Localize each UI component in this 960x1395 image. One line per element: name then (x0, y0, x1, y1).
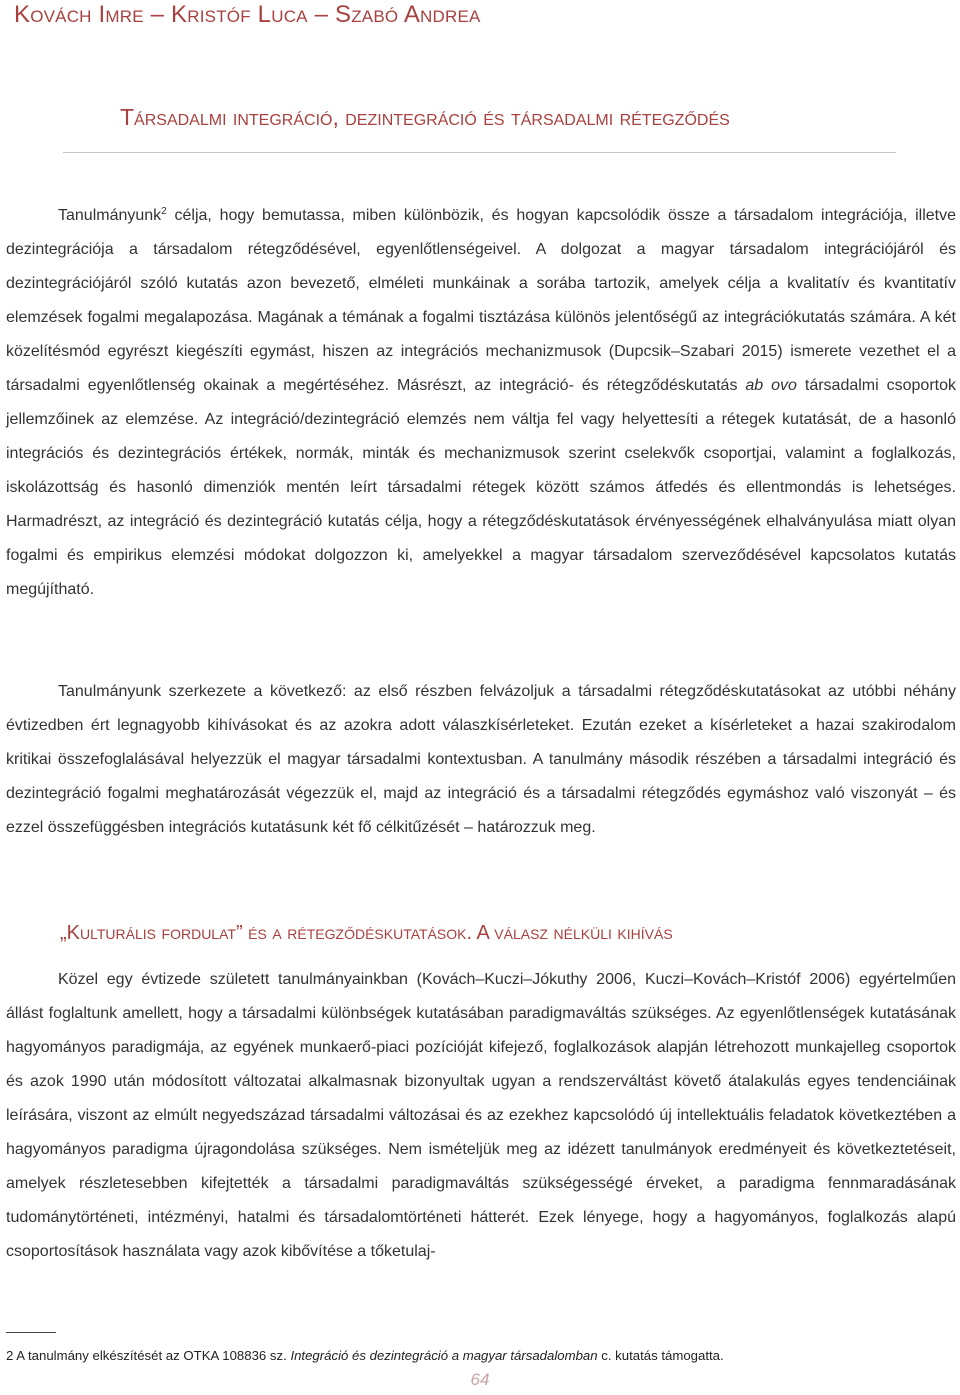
paragraph-section-body: Közel egy évtizede született tanulmányainkban (Kovách–Kuczi–Jókuthy 2006, Kuczi–Kovách–Kristóf 2006) egyértelműen állást foglaltunk amellett, hogy a társadalmi különbségek kutatásában paradigmaváltás szükséges. Az egyenlőtlenségek kutatásának hagyományos paradigmája, az egyének munkaerő-piaci pozícióját kifejező, foglalkozások alapján létrehozott munkajelleg csoportok és azok 1990 után módosított változatai alkalmasnak bizonyultak ugyan a rendszerváltást követő átalakulás egyes tendenciáinak leírására, viszont az elmúlt negyedszázad társadalmi változásai és az ezekhez kapcsolódó új intellektuális feladatok következtében a hagyományos paradigma újragondolása szükséges. Nem ismételjük meg az idézett tanulmányok eredményeit és következtetéseit, amelyek részletesebben kifejtették a társadalmi paradigmaváltás szükségességé érveket, a paradigma fennmaradásának tudománytörténeti, intézményi, hatalmi és társadalomtörténeti hátterét. Ezek lényege, hogy a hagyományos, foglalkozás alapú csoportosítások használata vagy azok kibővítése a tőketulaj- (6, 971, 956, 1260)
chapter-title: Társadalmi integráció, dezintegráció és társadalmi rétegződés (120, 104, 730, 130)
paragraph-structure: Tanulmányunk szerkezete a következő: az első részben felvázoljuk a társadalmi rétegződéskutatásokat az utóbbi néhány évtizedben ért legnagyobb kihívásokat és az azokra adott válaszkísérleteket. Ezután ezeket a kísérleteket a hazai szakirodalom kritikai összefoglalásával helyezzük el magyar társadalmi kontextusban. A tanulmány második részében a társadalmi integráció és dezintegráció fogalmi meghatározását végezzük el, majd az integráció és a társadalmi rétegződés egymáshoz való viszonyát – és ezzel összefüggésben integrációs kutatásunk két fő célkitűzését – határozzuk meg. (6, 683, 956, 836)
paragraph-intro-part-1: célja, hogy bemutassa, miben különbözik, és hogyan kapcsolódik össze a társadalom integrációja, illetve dezintegrációja a társadalom rétegződésével, egyenlőtlenségeivel. A dolgozat a magyar társadalom integrációjáról és dezintegrációjáról szóló kutatás azon bevezető, elméleti munkáinak a sorába tartozik, amelyek célja a kvalitatív és kvantitatív elemzések fogalmi megalapozása. Magának a témának a fogalmi tisztázása különös jelentőségű az integrációkutatás számára. A két közelítésmód egyrészt kiegészíti egymást, hiszen az integrációs mechanizmusok (Dupcsik–Szabari 2015) ismerete vezethet el a társadalmi egyenlőtlenség okainak a megértéséhez. Másrészt, az integráció- és rétegződéskutatás (6, 207, 956, 394)
author-line: Kovách Imre – Kristóf Luca – Szabó Andrea (14, 1, 481, 28)
footnote-text-start: 2 A tanulmány elkészítését az OTKA 108836 sz. (6, 1348, 291, 1363)
page-number: 64 (470, 1370, 490, 1389)
footnote-italic-title: Integráció és dezintegráció a magyar társadalomban (290, 1348, 598, 1363)
footnote-divider (6, 1332, 56, 1333)
title-divider (63, 152, 896, 153)
footnote-reference[interactable]: 2 (161, 206, 167, 217)
italic-phrase: ab ovo (745, 377, 797, 394)
section-heading: „Kulturális fordulat” és a rétegződéskutatások. A válasz nélküli kihívás (60, 922, 673, 944)
footnote-text-end: c. kutatás támogatta. (597, 1348, 724, 1363)
footnote (6, 1347, 724, 1365)
paragraph-intro-part-2: társadalmi csoportok jellemzőinek az elemzése. Az integráció/dezintegráció elemzés nem váltja fel vagy helyettesíti a rétegek kutatását, de a hasonló integrációs és dezintegrációs értékek, normák, minták és mechanizmusok szerint cselekvők csoportjai, valamint a foglalkozás, iskolázottság és hasonló dimenziók mentén leírt társadalmi rétegek között számos átfedés és ellentmondás is lehetséges. Harmadrészt, az integráció és dezintegráció kutatás célja, hogy a rétegződéskutatások érvényességének elhalványulása miatt olyan fogalmi és empirikus elemzési módokat dolgozzon ki, amelyekkel a magyar társadalom szerveződésével kapcsolatos kutatás megújítható. (6, 377, 957, 598)
paragraph-intro (6, 199, 956, 607)
paragraph-intro-start: Tanulmányunk (58, 207, 162, 224)
